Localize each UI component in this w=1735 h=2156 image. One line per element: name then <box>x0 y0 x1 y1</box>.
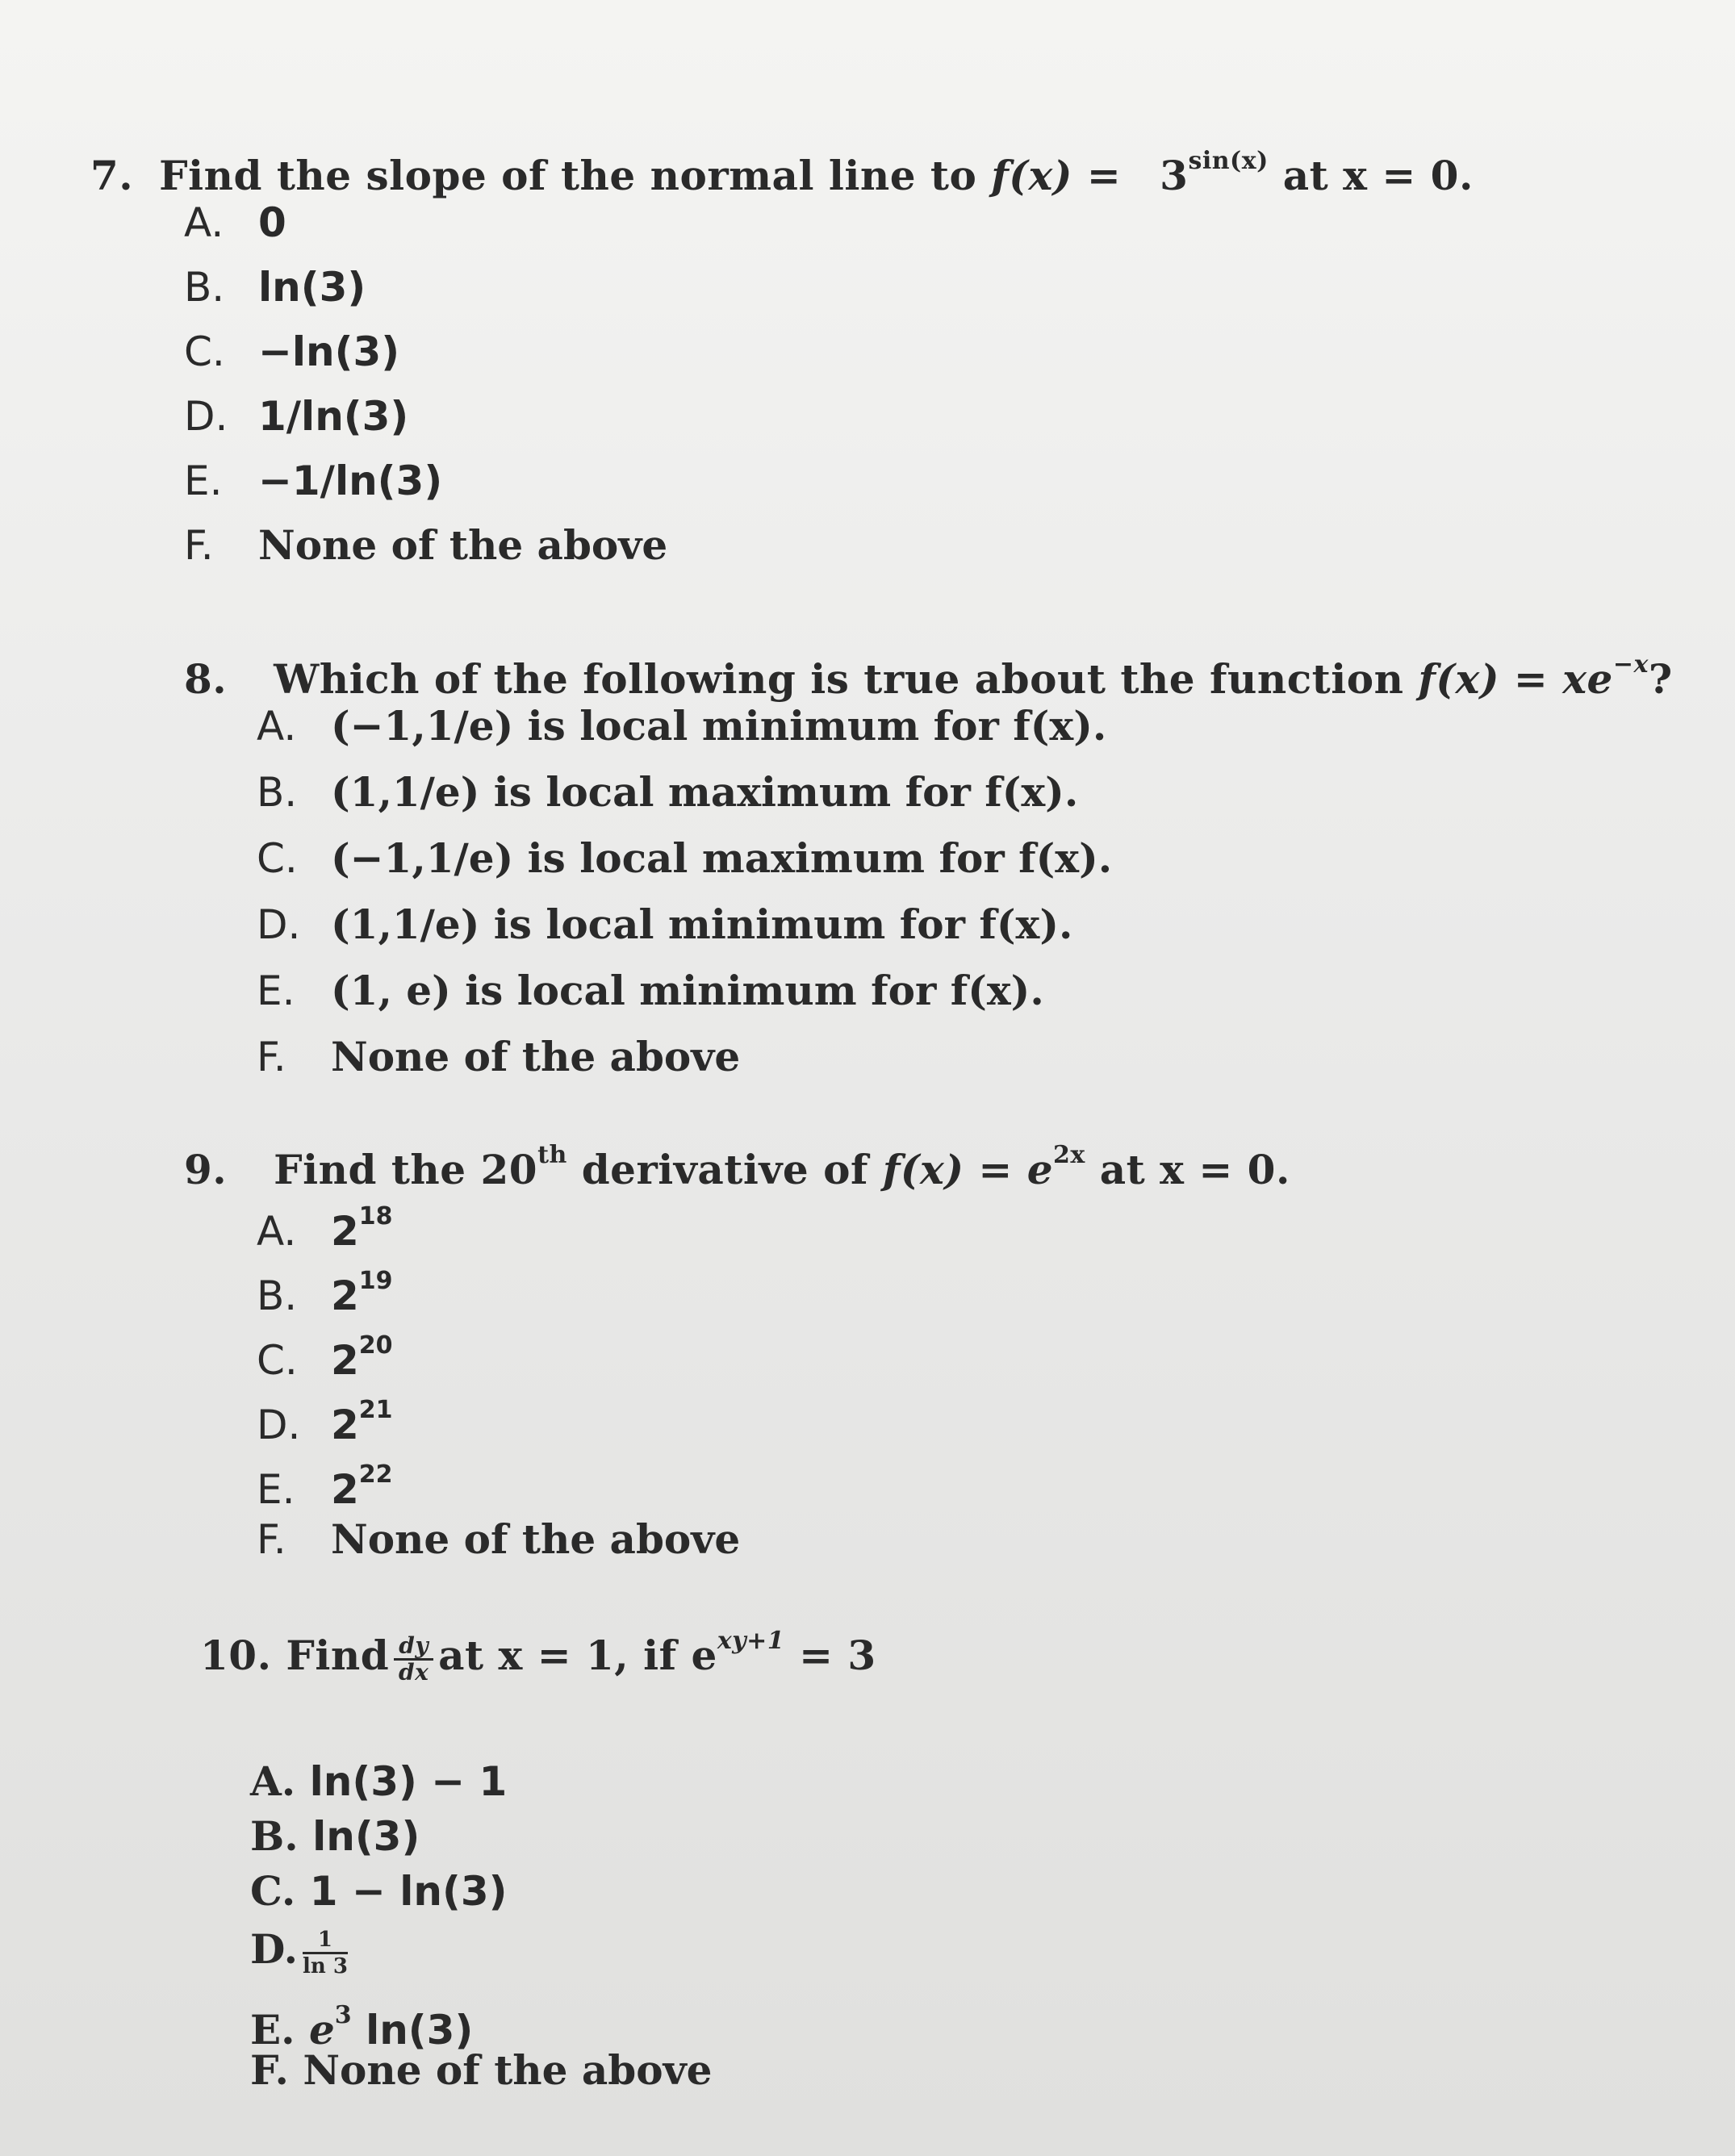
equation-exponent: xy+1 <box>717 1627 785 1655</box>
option-10e[interactable]: E. $e^3$ ln(3) <box>250 2001 474 2054</box>
option-base: e <box>308 2006 335 2054</box>
option-9e[interactable]: E. $2^{22}$ <box>257 1460 393 1513</box>
question-number: 10. <box>200 1632 272 1679</box>
option-8a[interactable]: A. (−1,1/e) is local minimum for f(x). <box>257 702 1107 750</box>
question-function: f(x) = <box>991 152 1122 199</box>
option-text: None of the above <box>303 2046 713 2094</box>
question-text: Find the slope of the normal line to <box>159 152 977 199</box>
function-base: 3 <box>1160 152 1189 199</box>
option-base: 2 <box>331 1402 359 1448</box>
option-text: 1/ln(3) <box>258 393 409 440</box>
question-number: 9. <box>184 1146 228 1193</box>
option-8b[interactable]: B. (1,1/e) is local maximum for f(x). <box>257 768 1079 816</box>
function-exponent: 2x <box>1053 1141 1085 1169</box>
derivative-fraction: $\frac{dy}{dx}$ <box>394 1634 433 1685</box>
option-text: ln(3) <box>312 1813 420 1860</box>
option-9c[interactable]: C. $2^{20}$ <box>257 1331 393 1384</box>
option-text: 0 <box>258 199 286 246</box>
option-text: −ln(3) <box>258 328 400 375</box>
option-10d[interactable]: D. $\frac{1}{\ln 3}$ <box>250 1925 348 1978</box>
option-exponent: 21 <box>358 1396 393 1424</box>
option-text: (1,1/e) is local minimum for f(x). <box>331 900 1073 948</box>
question-end: ? <box>1648 655 1673 703</box>
function-exponent: sin(x) <box>1188 147 1269 175</box>
option-base: 2 <box>331 1272 359 1319</box>
option-fraction: $\frac{1}{\ln 3}$ <box>302 1927 348 1978</box>
option-text: ln(3) <box>258 264 366 311</box>
option-10c[interactable]: C. 1 − ln(3) <box>250 1867 508 1915</box>
option-8f[interactable]: F. None of the above <box>257 1033 741 1080</box>
question-7 <box>90 147 1474 199</box>
question-function: f(x) = xe <box>1418 655 1613 703</box>
question-find: Find <box>286 1632 390 1679</box>
option-text: ln(3) − 1 <box>309 1758 508 1805</box>
option-9f[interactable]: F. None of the above <box>257 1515 741 1563</box>
question-text-mid: derivative of <box>581 1146 868 1193</box>
option-9a[interactable]: A. $2^{18}$ <box>257 1202 393 1255</box>
option-8c[interactable]: C. (−1,1/e) is local maximum for f(x). <box>257 834 1113 882</box>
question-text-mid: at x = 1, if e <box>438 1632 717 1679</box>
question-text: Which of the following is true about the function <box>274 655 1404 703</box>
option-7e[interactable]: E. −1/ln(3) <box>184 458 443 504</box>
option-text: 1 − ln(3) <box>309 1868 508 1915</box>
option-text: None of the above <box>331 1515 741 1563</box>
question-function: f(x) = e <box>882 1146 1054 1193</box>
option-9d[interactable]: D. $2^{21}$ <box>257 1396 393 1448</box>
option-text: (−1,1/e) is local maximum for f(x). <box>331 834 1113 882</box>
question-number: 8. <box>184 655 228 703</box>
option-9b[interactable]: B. $2^{19}$ <box>257 1267 393 1319</box>
ordinal-suffix: th <box>537 1141 567 1169</box>
option-text: None of the above <box>258 521 668 569</box>
option-7d[interactable]: D. 1/ln(3) <box>184 393 409 440</box>
option-text: None of the above <box>331 1033 741 1080</box>
option-10f[interactable]: F. None of the above <box>250 2046 713 2094</box>
option-7b[interactable]: B. ln(3) <box>184 264 366 311</box>
option-10a[interactable]: A. ln(3) − 1 <box>250 1757 508 1805</box>
option-base: 2 <box>331 1208 359 1255</box>
option-8d[interactable]: D. (1,1/e) is local minimum for f(x). <box>257 900 1073 948</box>
question-text: Find the 20 <box>274 1146 538 1193</box>
option-base: 2 <box>331 1466 359 1513</box>
question-condition: at x = 0. <box>1099 1146 1290 1193</box>
option-text: ln(3) <box>366 2007 474 2054</box>
option-7c[interactable]: C. −ln(3) <box>184 328 400 375</box>
option-exponent: 3 <box>334 2001 352 2029</box>
option-base: 2 <box>331 1337 359 1384</box>
function-exponent: −x <box>1612 650 1649 679</box>
option-text: (1, e) is local minimum for f(x). <box>331 967 1044 1014</box>
option-8e[interactable]: E. (1, e) is local minimum for f(x). <box>257 967 1044 1014</box>
option-7f[interactable]: F. None of the above <box>184 521 668 569</box>
option-text: (−1,1/e) is local minimum for f(x). <box>331 702 1107 750</box>
question-number: 7. <box>90 152 134 199</box>
question-condition: = 3 <box>799 1632 876 1679</box>
option-7a[interactable]: A. 0 <box>184 199 286 246</box>
option-exponent: 19 <box>358 1267 393 1295</box>
option-text: (1,1/e) is local maximum for f(x). <box>331 768 1079 816</box>
option-exponent: 20 <box>358 1331 393 1360</box>
option-exponent: 22 <box>358 1460 393 1489</box>
option-text: −1/ln(3) <box>258 458 443 504</box>
question-condition: at x = 0. <box>1282 152 1474 199</box>
option-10b[interactable]: B. ln(3) <box>250 1812 420 1860</box>
option-exponent: 18 <box>358 1202 393 1231</box>
question-10 <box>200 1627 876 1685</box>
